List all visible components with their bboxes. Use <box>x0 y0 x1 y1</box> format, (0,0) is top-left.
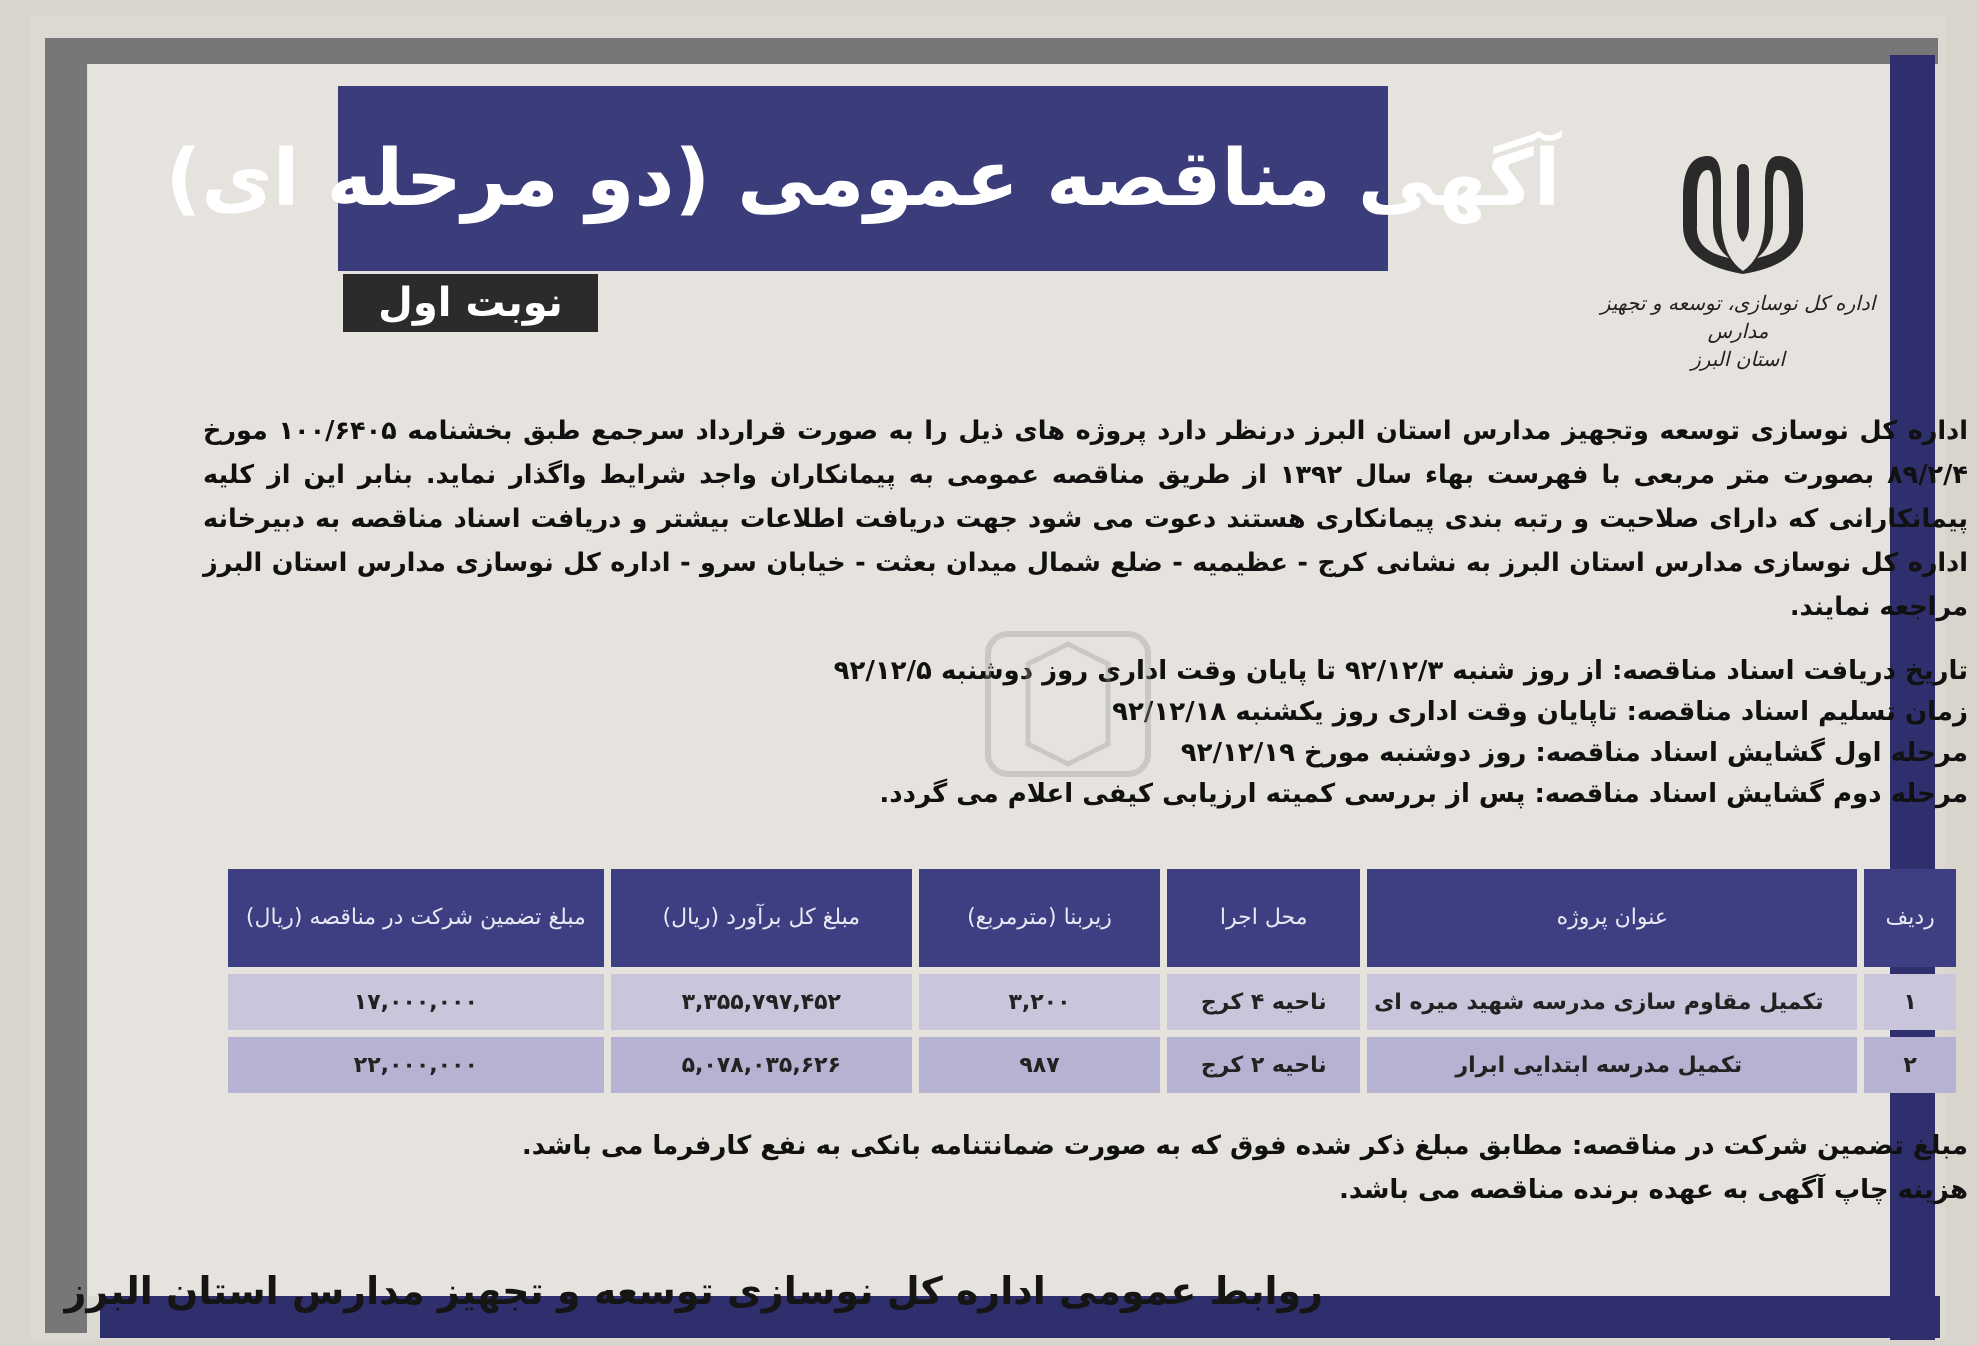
date-open-stage1: مرحله اول گشایش اسناد مناقصه: روز دوشنبه مورخ ۹۲/۱۲/۱۹ <box>1180 738 1968 768</box>
watermark-stamp <box>878 604 1258 844</box>
col-area: زیربنا (مترمربع) <box>919 869 1160 967</box>
col-guarantee: مبلغ تضمین شرکت در مناقصه (ریال) <box>228 869 604 967</box>
title-banner <box>165 86 1561 271</box>
col-project: عنوان پروژه <box>1367 869 1857 967</box>
cell-project: تکمیل مدرسه ابتدایی ابرار <box>1367 1037 1857 1093</box>
note-cost: هزینه چاپ آگهی به عهده برنده مناقصه می باشد. <box>1338 1175 1968 1205</box>
cell-area: ۳,۲۰۰ <box>919 974 1160 1030</box>
intro-paragraph: اداره کل نوسازی توسعه وتجهیز مدارس استان البرز درنظر دارد پروژه های ذیل را به صورت قرارداد سرجمع طبق بخشنامه ۱۰۰/۶۴۰۵ مورخ ۸۹/۲/۴ بصورت متر مربعی با فهرست بهاء سال ۱۳۹۲ از طریق مناقصه عمومی به پیمانکاران واجد شرایط واگذار نماید. بنابر این از کلیه پیمانکارانی که دارای صلاحیت و رتبه بندی پیمانکاری هستند دعوت می شود جهت دریافت اطلاعات بیشتر و دریافت اسناد مناقصه به دبیرخانه اداره کل نوسازی مدارس استان البرز به نشانی کرج - عظیمیه - ضلع شمال میدان بعثت - خیابان سرو - اداره کل نوسازی مدارس استان البرز مراجعه نمایند. <box>203 416 1968 622</box>
cell-guarantee: ۱۷,۰۰۰,۰۰۰ <box>228 974 604 1030</box>
ad-panel <box>64 64 1968 1313</box>
notes-block <box>458 1124 1968 1212</box>
col-row: ردیف <box>1864 869 1956 967</box>
frame-top-border <box>45 38 1938 64</box>
cell-estimate: ۵,۰۷۸,۰۳۵,۶۲۶ <box>611 1037 912 1093</box>
table-header-row <box>228 869 1956 967</box>
logo-org-name <box>1588 289 1888 373</box>
cell-row: ۲ <box>1864 1037 1956 1093</box>
projects-table <box>221 862 1963 1100</box>
subtitle-banner <box>343 274 598 332</box>
cell-row: ۱ <box>1864 974 1956 1030</box>
note-guarantee: مبلغ تضمین شرکت در مناقصه: مطابق مبلغ ذکر شده فوق که به صورت ضمانتنامه بانکی به نفع کارفرما می باشد. <box>521 1131 1968 1161</box>
logo-org-line1: اداره کل نوسازی، توسعه و تجهیز مدارس <box>1600 291 1876 343</box>
cell-location: ناحیه ۴ کرج <box>1167 974 1360 1030</box>
col-estimate: مبلغ کل برآورد (ریال) <box>611 869 912 967</box>
date-deliver: زمان تسلیم اسناد مناقصه: تاپایان وقت اداری روز یکشنبه ۹۲/۱۲/۱۸ <box>1112 697 1968 727</box>
logo-org-line2: استان البرز <box>1691 347 1785 371</box>
cell-estimate: ۳,۳۵۵,۷۹۷,۴۵۲ <box>611 974 912 1030</box>
table-row <box>228 974 1956 1030</box>
table-row <box>228 1037 1956 1093</box>
cell-guarantee: ۲۲,۰۰۰,۰۰۰ <box>228 1037 604 1093</box>
date-receive: تاریخ دریافت اسناد مناقصه: از روز شنبه ۹۲/۱۲/۳ تا پایان وقت اداری روز دوشنبه ۹۲/۱۲/۵ <box>833 656 1968 686</box>
cell-area: ۹۸۷ <box>919 1037 1160 1093</box>
book-shield-icon <box>1673 146 1813 276</box>
ad-subtitle: نوبت اول <box>378 280 563 326</box>
frame-left-border <box>45 38 87 1333</box>
signature-line: روابط عمومی اداره کل نوسازی توسعه و تجهیز مدارس استان البرز <box>64 1269 1323 1313</box>
ad-title: آگهی مناقصه عمومی (دو مرحله ای) <box>165 133 1561 224</box>
date-open-stage2: مرحله دوم گشایش اسناد مناقصه: پس از بررسی کمیته ارزیابی کیفی اعلام می گردد. <box>879 779 1968 809</box>
cell-location: ناحیه ۲ کرج <box>1167 1037 1360 1093</box>
col-location: محل اجرا <box>1167 869 1360 967</box>
cell-project: تکمیل مقاوم سازی مدرسه شهید میره ای <box>1367 974 1857 1030</box>
